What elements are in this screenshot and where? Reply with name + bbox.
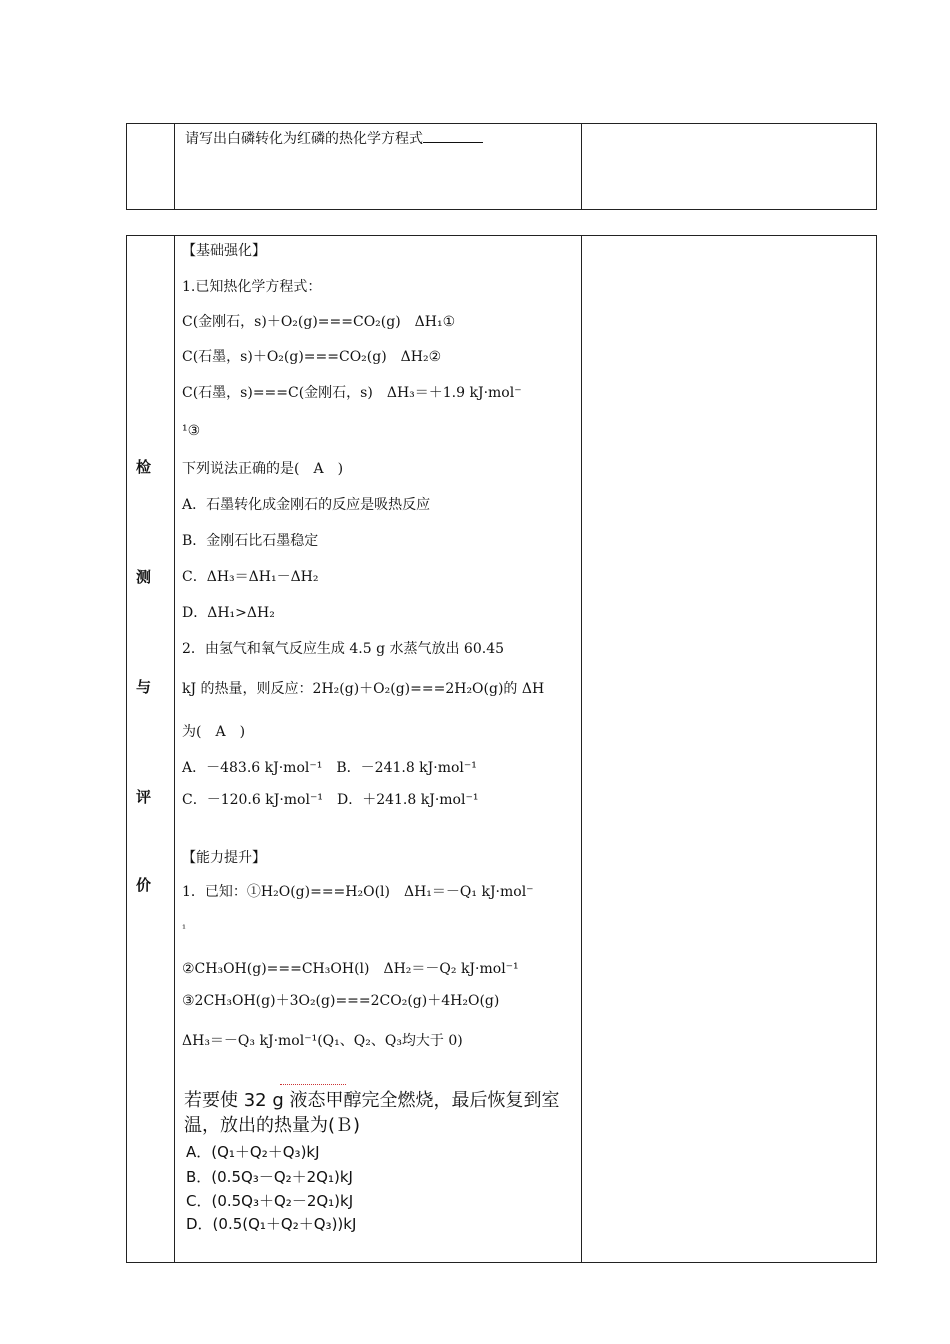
question-2-line-3: 为( A ) xyxy=(182,724,246,740)
given-line-3: ③2CH₃OH(g)＋3O₂(g)===2CO₂(g)＋4H₂O(g) xyxy=(182,993,500,1009)
question-2-line-1: 2．由氢气和氧气反应生成 4.5 g 水蒸气放出 60.45 xyxy=(182,641,505,657)
side-label-char: 评 xyxy=(136,788,152,806)
equation-1: C(金刚石，s)＋O₂(g)===CO₂(g) ΔH₁① xyxy=(182,314,456,330)
prompt-text: 请写出白磷转化为红磷的热化学方程式 xyxy=(185,131,423,147)
option-d: D．ΔH₁>ΔH₂ xyxy=(182,605,275,621)
option-b: B．金刚石比石墨稳定 xyxy=(182,533,319,549)
column-divider xyxy=(174,124,175,209)
given-line-2: ②CH₃OH(g)===CH₃OH(l) ΔH₂＝－Q₂ kJ·mol⁻¹ xyxy=(182,961,519,977)
section-heading: 【能力提升】 xyxy=(182,850,266,866)
option-b: B．(0.5Q₃－Q₂＋2Q₁)kJ xyxy=(186,1168,353,1186)
option-c: C．ΔH₃＝ΔH₁－ΔH₂ xyxy=(182,569,319,585)
given-line-1: 1．已知：①H₂O(g)===H₂O(l) ΔH₁＝－Q₁ kJ·mol⁻ xyxy=(182,884,534,900)
equation-2: C(石墨，s)＋O₂(g)===CO₂(g) ΔH₂② xyxy=(182,349,442,365)
column-divider xyxy=(581,236,582,1262)
answer-blank[interactable] xyxy=(423,130,483,143)
side-label-char: 检 xyxy=(136,458,152,476)
side-label-char: 与 xyxy=(136,678,152,696)
equation-3: C(石墨，s)===C(金刚石，s) ΔH₃＝＋1.9 kJ·mol⁻ xyxy=(182,385,522,401)
column-divider xyxy=(174,236,175,1262)
given-line-4: ΔH₃＝－Q₃ kJ·mol⁻¹(Q₁、Q₂、Q₃均大于 0) xyxy=(182,1033,463,1049)
column-divider xyxy=(581,124,582,209)
option-a: A．(Q₁＋Q₂＋Q₃)kJ xyxy=(186,1143,320,1161)
given-line-1-continued: ¹ xyxy=(182,924,187,935)
equation-3-continued: ¹③ xyxy=(182,423,201,439)
option-d: D．(0.5(Q₁＋Q₂＋Q₃))kJ xyxy=(186,1215,357,1233)
question-2-options-ab: A．－483.6 kJ·mol⁻¹ B．－241.8 kJ·mol⁻¹ xyxy=(182,760,477,776)
white-phosphorus-prompt xyxy=(185,130,483,148)
side-label-char: 价 xyxy=(136,876,152,894)
question-line-2: 温，放出的热量为(Ｂ) xyxy=(184,1115,361,1136)
question-line-1: 若要使 32 g 液态甲醇完全燃烧，最后恢复到室 xyxy=(184,1090,560,1111)
option-c: C．(0.5Q₃＋Q₂－2Q₁)kJ xyxy=(186,1192,354,1210)
question-ask: 下列说法正确的是( A ) xyxy=(182,461,344,477)
option-a: A．石墨转化成金刚石的反应是吸热反应 xyxy=(182,497,431,513)
side-label-char: 测 xyxy=(136,568,152,586)
section-heading: 【基础强化】 xyxy=(182,243,266,259)
question-2-options-cd: C．－120.6 kJ·mol⁻¹ D．＋241.8 kJ·mol⁻¹ xyxy=(182,792,479,808)
question-intro: 1.已知热化学方程式： xyxy=(182,279,322,295)
question-2-line-2: kJ 的热量，则反应：2H₂(g)＋O₂(g)===2H₂O(g)的 ΔH xyxy=(182,681,545,697)
dotted-underline xyxy=(280,1084,346,1085)
